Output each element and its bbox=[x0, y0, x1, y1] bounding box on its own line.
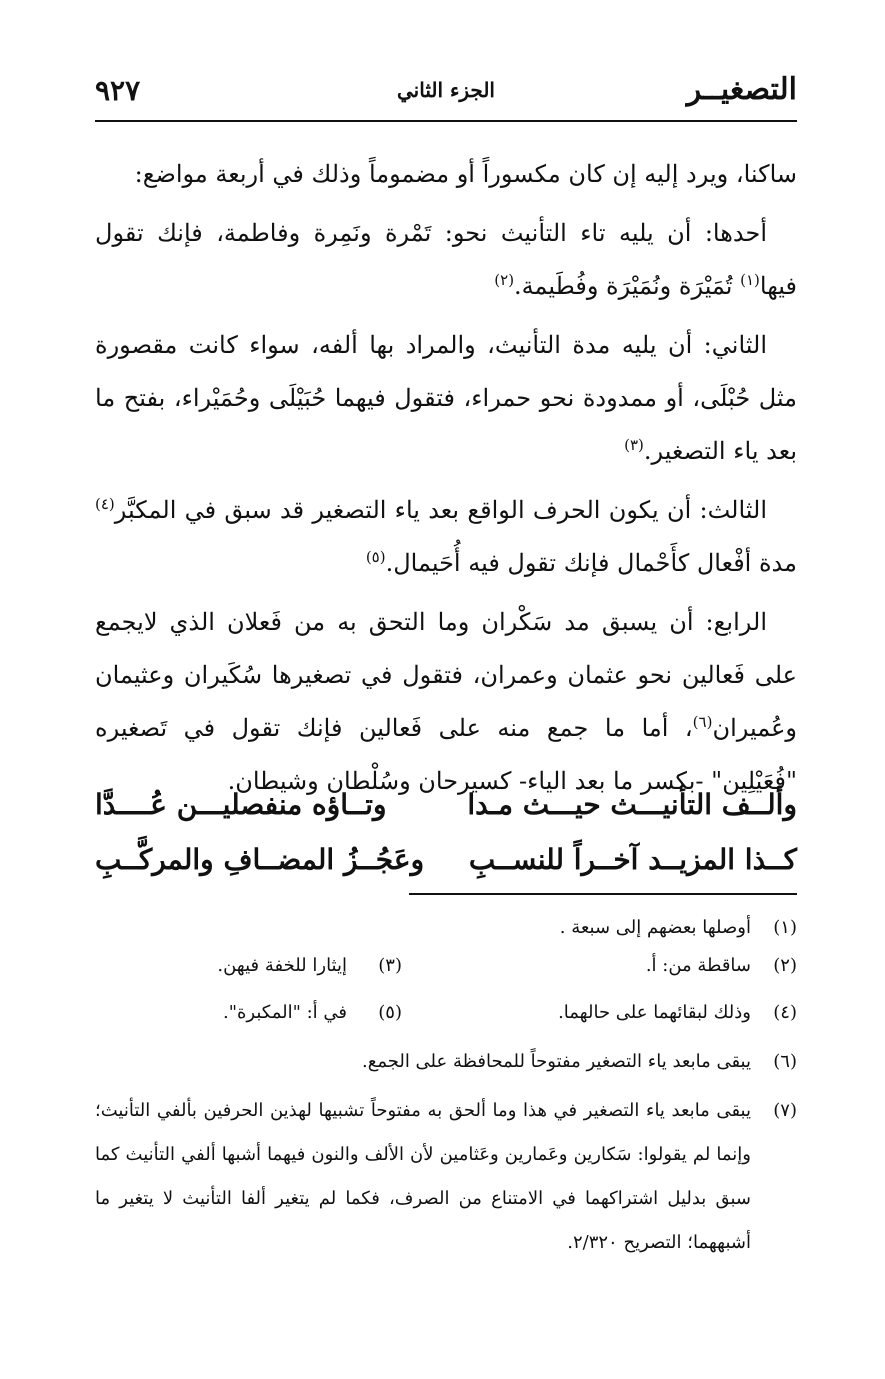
volume-label: الجزء الثاني bbox=[397, 78, 495, 102]
paragraph-fourth: الرابع: أن يسبق مد سَكْران وما التحق به من فَعلان الذي لايجمع على فَعالين نحو عثمان وعمران، فتقول في تصغيرها سُكَيران وعثيمان وعُميران$^{(٦)}$، أما ما جمع منه على فَعالين فإنك تقول في تَصغيره "فُعَيْلِين" -بكسر ما بعد الياء- كسيرحان وسُلْطان وشيطان. bbox=[95, 608, 797, 795]
footnote-ref: (٤) bbox=[95, 495, 115, 513]
verse-hemistich-right: وألــف التأنيـــث حيـــث مـدا bbox=[467, 788, 797, 821]
footnote-ref: (٥) bbox=[365, 548, 386, 566]
main-text bbox=[95, 148, 797, 814]
footnote-separator bbox=[409, 893, 797, 895]
verse-line-1 bbox=[95, 788, 797, 834]
verse-hemistich-left: وتــاؤه منفصليـــن عُــــدَّا bbox=[95, 788, 387, 821]
footnote-ref: (٦) bbox=[692, 713, 713, 731]
paragraph-third: الثالث: أن يكون الحرف الواقع بعد ياء التصغير قد سبق في المكبَّر$^{(٤)}$ مدة أفْعال كأَحْمال فإنك تقول فيه أُحَيمال.$^{(٥)}$ bbox=[95, 495, 797, 577]
paragraph-intro: ساكنا، ويرد إليه إن كان مكسوراً أو مضموماً وذلك في أربعة مواضع: bbox=[134, 160, 797, 188]
paragraph-first: أحدها: أن يليه تاء التأنيث نحو: تَمْرة ونَمِرة وفاطمة، فإنك تقول فيها$^{(١)}$ تُمَيْرَة ونُمَيْرَة وفُطَيمة.$^{(٢)}$ bbox=[95, 219, 797, 300]
footnote-ref: (١) bbox=[740, 271, 760, 289]
book-page: التصغيــر الجزء الثاني ٩٢٧ ساكنا، ويرد إليه إن كان مكسوراً أو مضموماً وذلك في أربعة مواضع: أحدها: أن يليه تاء التأنيث نحو: تَمْرة ونَمِرة وفاطمة، فإنك تقول فيها$^{(١)}$ تُمَيْرَة ونُمَيْرَة وفُطَيمة.$^{(٢)}$ الثاني: أن يليه مدة التأنيث، والمراد بها ألفه، سواء كانت مقصورة مثل حُبْلَى، أو ممدودة نحو حمراء، فتقول فيهما حُبَيْلَى وحُمَيْراء، بفتح ما بعد ياء التصغير.$^{(٣)}$ الثالث: أن يكون الحرف الواقع بعد ياء التصغير قد سبق في المكبَّر$^{(٤)}$ مدة أفْعال كأَحْمال فإنك تقول فيه أُحَيمال.$^{(٥)}$ الرابع: أن يسبق مد سَكْران وما التحق به من فَعلان الذي لايجمع على فَعالين نحو عثمان وعمران، فتقول في تصغيرها سُكَيران وعثيمان وعُميران$^{(٦)}$، أما ما جمع منه على فَعالين فإنك تقول في تَصغيره "فُعَيْلِين" -بكسر ما بعد الياء- كسيرحان وسُلْطان وشيطان. وألــف التأنيـــث حيـــث مـدا وتــاؤه منفصليـــن عُــــدَّا كــذا المزيــد آخــراً للنســبِ وعَجُــزُ المضــافِ والمركَّــبِ (١) أوصلها بعضهم إلى سبعة . (٢) ساقطة من: أ. (٣) إيثارا للخفة فيهن. (٤) وذلك لبقائهما على حالهما. (٥) في أ: "المكبرة". (٦) يبقى مابعد ياء التصغير مفتوحاً للمحافظة على الجمع. (٧) يبقى مابعد ياء التصغير في هذا وما ألحق به مفتوحاً تشبيها لهذين الحرفين بألفي التأنيث؛ وإنما لم يقولوا: سَكارين وعَمارين وعَثامين لأن الألف والنون فيهما أشبها ألفي التأنيث كما سبق بدليل اشتراكهما في الامتناع من الصرف، فكما لم يتغير ألفا التأنيث لا يتغير ما أشبههما؛ التصريح ٢/٣٢٠. bbox=[0, 0, 885, 1379]
footnote-ref: (٣) bbox=[624, 436, 644, 454]
page-header bbox=[95, 68, 797, 122]
footnote-7: (٧) يبقى مابعد ياء التصغير في هذا وما ألحق به مفتوحاً تشبيها لهذين الحرفين بألفي التأنيث؛ وإنما لم يقولوا: سَكارين وعَمارين وعَثامين لأن الألف والنون فيهما أشبها ألفي التأنيث كما سبق بدليل اشتراكهما في الامتناع من الصرف، فكما لم يتغير ألفا التأنيث لا يتغير ما أشبههما؛ التصريح ٢/٣٢٠. bbox=[95, 1100, 797, 1253]
verse-hemistich-right: كــذا المزيــد آخــراً للنســبِ bbox=[468, 843, 797, 876]
page-number: ٩٢٧ bbox=[95, 74, 141, 107]
verse-line-2 bbox=[95, 843, 797, 889]
paragraph-second: الثاني: أن يليه مدة التأنيث، والمراد بها ألفه، سواء كانت مقصورة مثل حُبْلَى، أو ممدودة نحو حمراء، فتقول فيهما حُبَيْلَى وحُمَيْراء، بفتح ما بعد ياء التصغير.$^{(٣)}$ bbox=[95, 331, 797, 465]
footnote-ref: (٢) bbox=[494, 271, 515, 289]
verse-hemistich-left: وعَجُــزُ المضــافِ والمركَّــبِ bbox=[95, 843, 425, 876]
chapter-title: التصغيــر bbox=[686, 72, 797, 107]
